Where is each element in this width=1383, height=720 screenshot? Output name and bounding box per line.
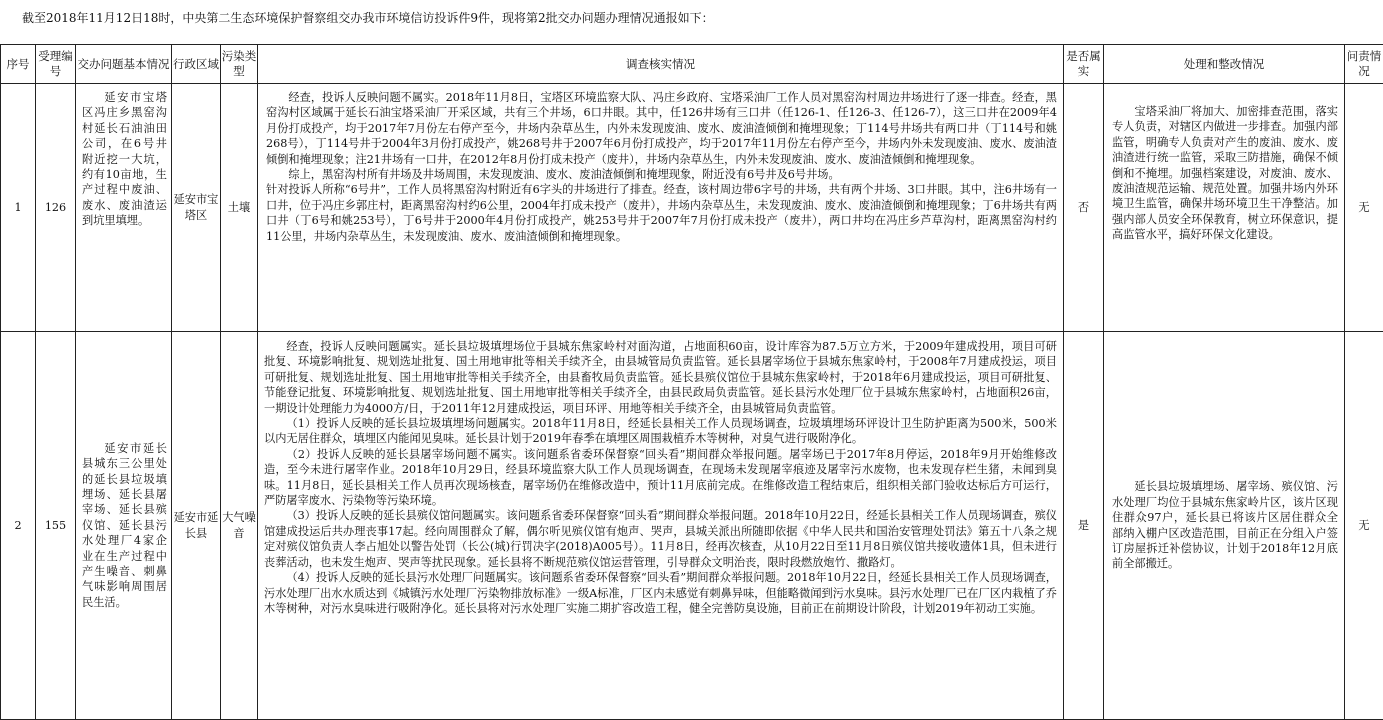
cell-handling <box>1104 332 1345 720</box>
cell-investigation <box>258 332 1064 720</box>
investigation-paragraph: （3）投诉人反映的延长县殡仪馆问题属实。该问题系省委环保督察“回头看”期间群众举报问题。2018年10月22日，经延长县相关工作人员现场调查，殡仪馆建成投运后共办理丧事17起。经向周围群众了解，偶尔听见殡仪馆有炮声、哭声，县城关派出所随即依据《中华人民共和国治安管理处罚法》第五十八条之规定对殡仪馆负责人李占旭处以警告处罚（长公(城)行罚决字(2018)A005号）。11月8日，经再次核查，从10月22日至11月8日殡仪馆共接收遗体1具，但未进行丧葬活动，也未发生炮声、哭声等扰民现象。延长县将不断规范殡仪馆运营管理，引导群众文明治丧，限时段燃放炮竹、撒路灯。 <box>264 508 1057 570</box>
cell-accept-no: 155 <box>36 332 76 720</box>
cell-region: 延安市延长县 <box>172 332 221 720</box>
investigation-paragraph: 针对投诉人所称“6号井”，工作人员将黑窑沟村附近有6字头的井场进行了排查。经查，该村周边带6字号的井场，共有两个井场、3口井眼。其中，注6井场有一口井，位于冯庄乡郭庄村，距离黑窑沟村约6公里，2004年打成未投产（废井），井场内杂草丛生，未发现废油、废水、废油渣倾倒和掩埋现象；丁6井场共有两口井（丁6号和姚253号），丁6号井于2000年4月份打成投产，姚253号井于2007年7月份打成未投产（废井），两口井均在冯庄乡芦草沟村，距离黑窑沟村约11公里，井场内杂草丛生，未发现废油、废水、废油渣倾倒和掩埋现象。 <box>266 182 1057 244</box>
complaint-table <box>0 44 1383 720</box>
cell-basic <box>76 332 172 720</box>
header-region: 行政区域 <box>172 45 221 84</box>
header-seq: 序号 <box>1 45 36 84</box>
handling-text: 宝塔采油厂将加大、加密排查范围，落实专人负责，对辖区内做进一步排查。加强内部监管，明确专人负责对产生的废油、废水、废油渣进行统一监管，采取三防措施，确保不倾倒和不掩埋。加强档案建设，对废油、废水、废油渣规范运输、规范处置。加强井场内外环境卫生监管，确保井场环境卫生干净整洁。加强内部人员安全环保教育，树立环保意识，提高监管水平，搞好环保文化建设。 <box>1112 104 1338 243</box>
cell-investigation <box>258 84 1064 332</box>
header-pollution: 污染类型 <box>221 45 258 84</box>
investigation-paragraph: （1）投诉人反映的延长县垃圾填埋场问题属实。2018年11月8日，经延长县相关工作人员现场调查，垃圾填埋场环评设计卫生防护距离为500米，500米以内无居住群众，填埋区内能闻见臭味。延长县计划于2019年春季在填埋区周围栽植乔木等树种，对臭气进行吸附净化。 <box>264 416 1057 447</box>
basic-text: 延安市宝塔区冯庄乡黑窑沟村延长石油油田公司，在6号井附近挖一大坑，约有10亩地，生产过程中废油、废水、废油渣运到坑里填埋。 <box>82 90 167 229</box>
cell-pollution: 土壤 <box>221 84 258 332</box>
investigation-paragraph: 综上，黑窑沟村所有井场及井场周围，未发现废油、废水、废油渣倾倒和掩埋现象，附近没有6号井及6号井场。 <box>266 167 1057 182</box>
table-row <box>1 332 1383 720</box>
investigation-paragraph: 经查，投诉人反映问题不属实。2018年11月8日，宝塔区环境监察大队、冯庄乡政府、宝塔采油厂工作人员对黑窑沟村周边井场进行了逐一排查。经查，黑窑沟村区域属于延长石油宝塔采油厂开采区域，共有三个井场，6口井眼。其中，任126井场有三口井（任126-1、任126-3、任126-7），这三口井在2009年4月份打成投产，均于2017年7月份左右停产至今，井场内杂草丛生，内外未发现废油、废水、废油渣倾倒和掩埋现象；丁114号井场共有两口井（丁114号和姚268号），丁114号井于2004年3月份打成投产，姚268号井于2007年6月份打成投产，均于2017年11月份左右停产至今，井场内外未发现废油、废水、废油渣倾倒和掩埋现象；注21井场有一口井，在2012年8月份打成未投产（废井），井场内杂草丛生，内外未发现废油、废水、废油渣倾倒和掩埋现象。 <box>266 90 1057 167</box>
cell-seq: 2 <box>1 332 36 720</box>
investigation-paragraph: （4）投诉人反映的延长县污水处理厂问题属实。该问题系省委环保督察“回头看”期间群众举报问题。2018年10月22日，经延长县相关工作人员现场调查，污水处理厂出水水质达到《城镇污水处理厂污染物排放标准》一级A标准，厂区内未感觉有刺鼻异味，但能略微闻到污水臭味。县污水处理厂已在厂区内栽植了乔木等树种，对污水臭味进行吸附净化。延长县将对污水处理厂实施二期扩容改造工程，健全完善防臭设施，目前正在前期设计阶段，计划2019年初动工实施。 <box>264 570 1057 616</box>
header-is-true: 是否属实 <box>1064 45 1104 84</box>
cell-accountability: 无 <box>1345 332 1383 720</box>
intro-text: 截至2018年11月12日18时，中央第二生态环境保护督察组交办我市环境信访投诉件9件，现将第2批交办问题办理情况通报如下： <box>22 9 1362 27</box>
cell-seq: 1 <box>1 84 36 332</box>
handling-text: 延长县垃圾填埋场、屠宰场、殡仪馆、污水处理厂均位于县城东焦家岭片区，该片区现住群众97户，延长县已将该片区居住群众全部纳入棚户区改造范围，目前正在分组入户签订房屋拆迁补偿协议，计划于2018年12月底前全部搬迁。 <box>1112 479 1338 571</box>
cell-region: 延安市宝塔区 <box>172 84 221 332</box>
header-investigation: 调查核实情况 <box>258 45 1064 84</box>
investigation-paragraph: 经查，投诉人反映问题属实。延长县垃圾填埋场位于县城东焦家岭村对面沟道，占地面积60亩，设计库容为87.5万立方米，于2009年建成投用，项目可研批复、环境影响批复、规划选址批复、国土用地审批等相关手续齐全，由县城管局负责监管。延长县屠宰场位于县城东焦家岭村，于2008年7月建成投运，项目可研批复、规划选址批复、国土用地审批等相关手续齐全，由县畜牧局负责监管。延长县殡仪馆位于县城东焦家岭村，于2018年6月建成投运，项目可研批复、节能登记批复、环境影响批复、规划选址批复、国土用地审批等相关手续齐全，由县民政局负责监管。延长县污水处理厂位于县城东焦家岭村，占地面积26亩，一期设计处理能力为4000方/日，于2011年12月建成投运，项目环评、用地等相关手续齐全，由县城管局负责监管。 <box>264 339 1057 416</box>
cell-handling <box>1104 84 1345 332</box>
header-row <box>1 45 1383 84</box>
cell-accept-no: 126 <box>36 84 76 332</box>
cell-pollution: 大气噪音 <box>221 332 258 720</box>
header-accountability: 问责情况 <box>1345 45 1383 84</box>
basic-text: 延安市延长县城东三公里处的延长县垃圾填埋场、延长县屠宰场、延长县殡仪馆、延长县污水处理厂4家企业在生产过程中产生噪音、刺鼻气味影响周围居民生活。 <box>82 441 167 610</box>
investigation-paragraph: （2）投诉人反映的延长县屠宰场问题不属实。该问题系省委环保督察“回头看”期间群众举报问题。屠宰场已于2017年8月停运，2018年9月开始维修改造，至今未进行屠宰作业。2018年10月29日，经县环境监察大队工作人员现场调查，在现场未发现屠宰痕迹及屠宰污水废物，也未发现存栏生猪，未闻到臭味。11月8日，延长县相关工作人员再次现场核查，屠宰场仍在维修改造中，预计11月底前完成。在维修改造工程结束后，组织相关部门验收达标后方可运行，严防屠宰废水、污染物等污染环境。 <box>264 447 1057 509</box>
header-handling: 处理和整改情况 <box>1104 45 1345 84</box>
cell-is-true: 是 <box>1064 332 1104 720</box>
cell-basic <box>76 84 172 332</box>
header-accept-no: 受理编号 <box>36 45 76 84</box>
cell-is-true: 否 <box>1064 84 1104 332</box>
header-basic: 交办问题基本情况 <box>76 45 172 84</box>
table-row <box>1 84 1383 332</box>
cell-accountability: 无 <box>1345 84 1383 332</box>
